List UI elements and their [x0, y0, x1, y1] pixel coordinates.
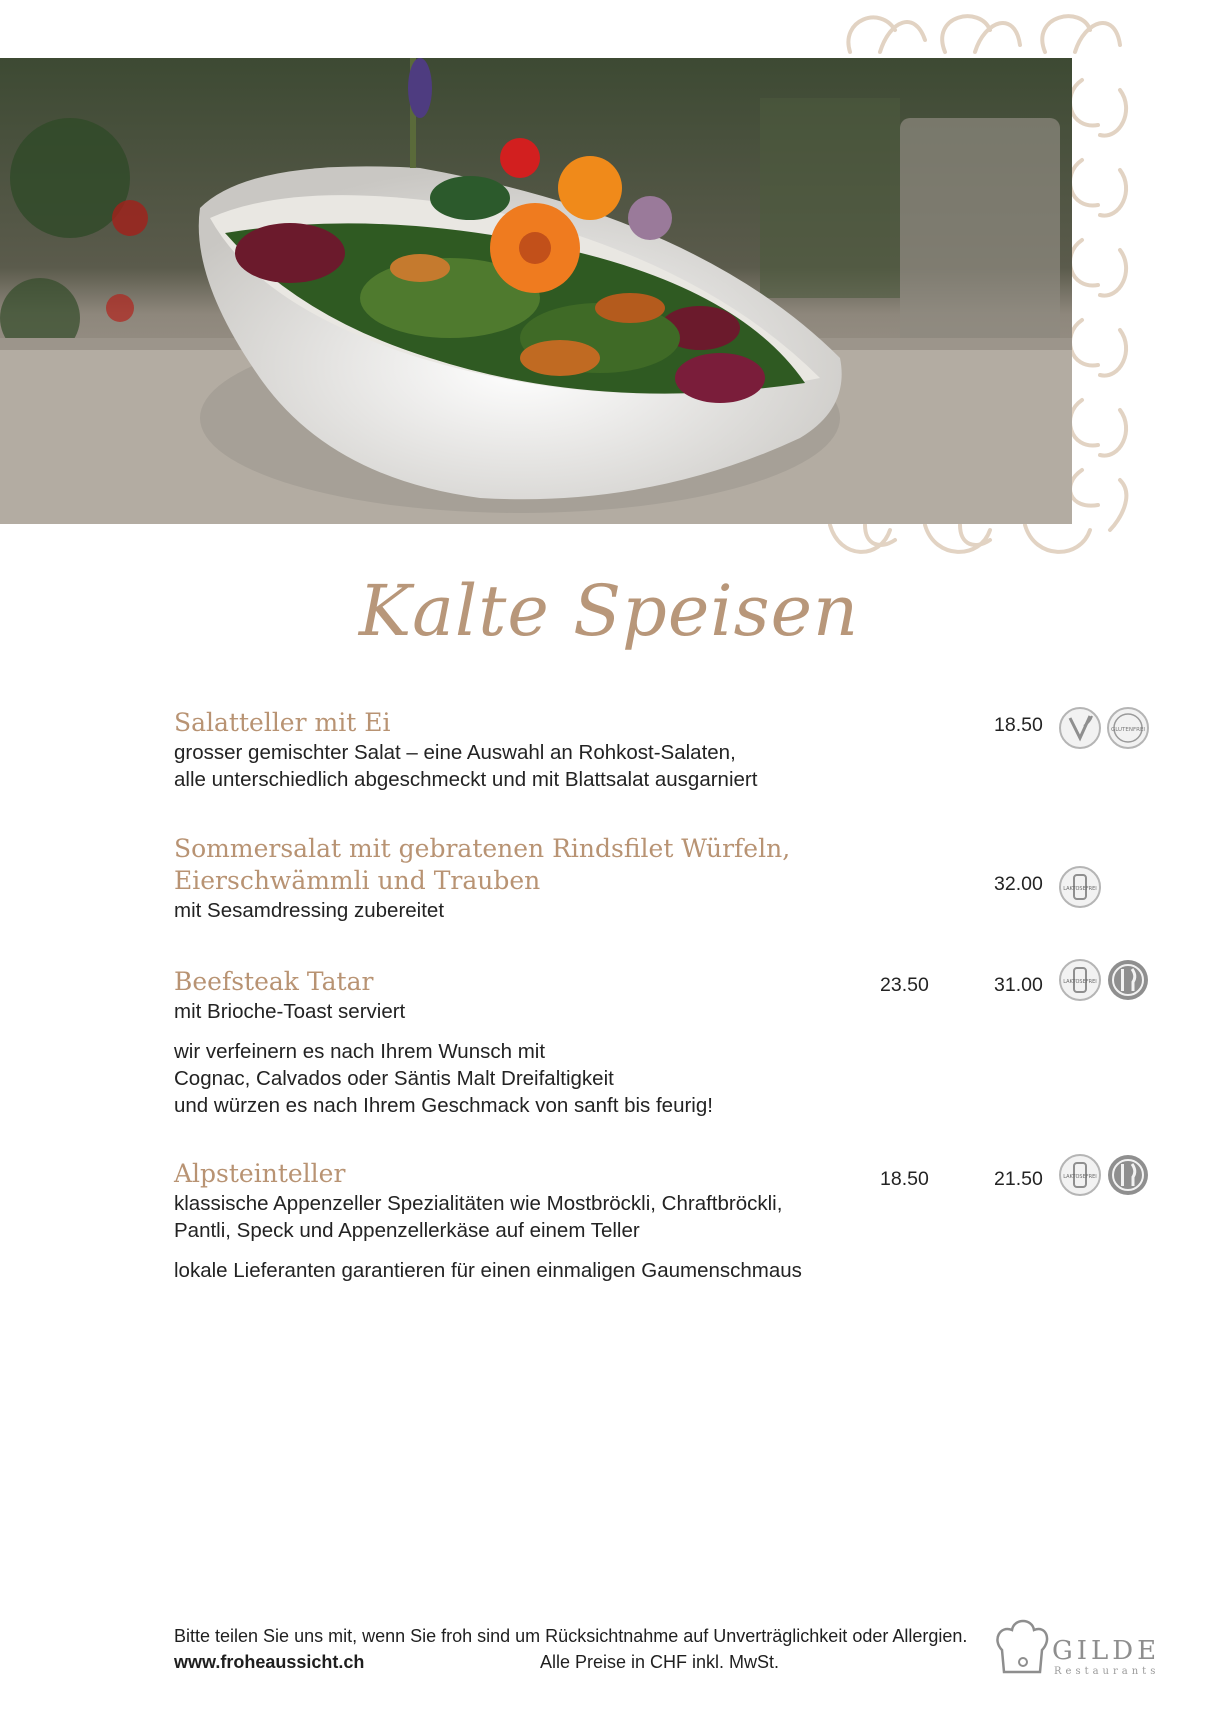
- item-price: 18.50: [994, 714, 1043, 736]
- vegetarian-icon: [1058, 706, 1102, 750]
- item-description-line: wir verfeinern es nach Ihrem Wunsch mit: [174, 1040, 546, 1063]
- item-price-small: 23.50: [880, 974, 929, 996]
- lactose-free-label: LAKTOSEFREI: [1063, 1174, 1097, 1180]
- item-description-line: klassische Appenzeller Spezialitäten wie Mostbröckli, Chraftbröckli,: [174, 1192, 783, 1215]
- item-name: Beefsteak Tatar: [174, 967, 374, 996]
- item-description-line: und würzen es nach Ihrem Geschmack von sanft bis feurig!: [174, 1094, 713, 1117]
- gluten-free-label: GLUTENFREI: [1110, 727, 1146, 733]
- item-description-line: alle unterschiedlich abgeschmeckt und mit Blattsalat ausgarniert: [174, 768, 758, 791]
- item-name: Salatteller mit Ei: [174, 708, 391, 737]
- lactose-free-icon: [1058, 958, 1102, 1002]
- item-description-line: grosser gemischter Salat – eine Auswahl an Rohkost-Salaten,: [174, 741, 736, 764]
- lactose-free-label: LAKTOSEFREI: [1063, 886, 1097, 892]
- hero-salad-photo: [0, 58, 1072, 524]
- logo-name: GILDE: [1052, 1636, 1161, 1666]
- item-price-large: 31.00: [994, 974, 1043, 996]
- website-link[interactable]: www.froheaussicht.ch: [174, 1652, 365, 1672]
- item-description-line: lokale Lieferanten garantieren für einen einmaligen Gaumenschmaus: [174, 1259, 802, 1282]
- item-description-line: Cognac, Calvados oder Säntis Malt Dreifaltigkeit: [174, 1067, 614, 1090]
- gluten-free-icon: [1106, 706, 1150, 750]
- item-description-line: mit Sesamdressing zubereitet: [174, 899, 445, 922]
- lactose-free-label: LAKTOSEFREI: [1063, 979, 1097, 985]
- item-price-large: 21.50: [994, 1168, 1043, 1190]
- item-price: 32.00: [994, 873, 1043, 895]
- allergy-note: Bitte teilen Sie uns mit, wenn Sie froh sind um Rücksichtnahme auf Unverträglichkeit oder Allergien.: [174, 1626, 968, 1646]
- logo-subtitle: Restaurants: [1054, 1666, 1160, 1677]
- item-name: Alpsteinteller: [174, 1159, 346, 1188]
- cutlery-icon: [1106, 958, 1150, 1002]
- item-description-line: Pantli, Speck und Appenzellerkäse auf einem Teller: [174, 1219, 640, 1242]
- item-price-small: 18.50: [880, 1168, 929, 1190]
- item-name-line: Sommersalat mit gebratenen Rindsfilet Würfeln,: [174, 834, 791, 863]
- cutlery-icon: [1106, 1153, 1150, 1197]
- lactose-free-icon: [1058, 865, 1102, 909]
- item-description-line: mit Brioche-Toast serviert: [174, 1000, 406, 1023]
- item-name-line: Eierschwämmli und Trauben: [174, 866, 541, 895]
- page-title: Kalte Speisen: [358, 570, 860, 652]
- vat-note: Alle Preise in CHF inkl. MwSt.: [540, 1652, 780, 1672]
- lactose-free-icon: [1058, 1153, 1102, 1197]
